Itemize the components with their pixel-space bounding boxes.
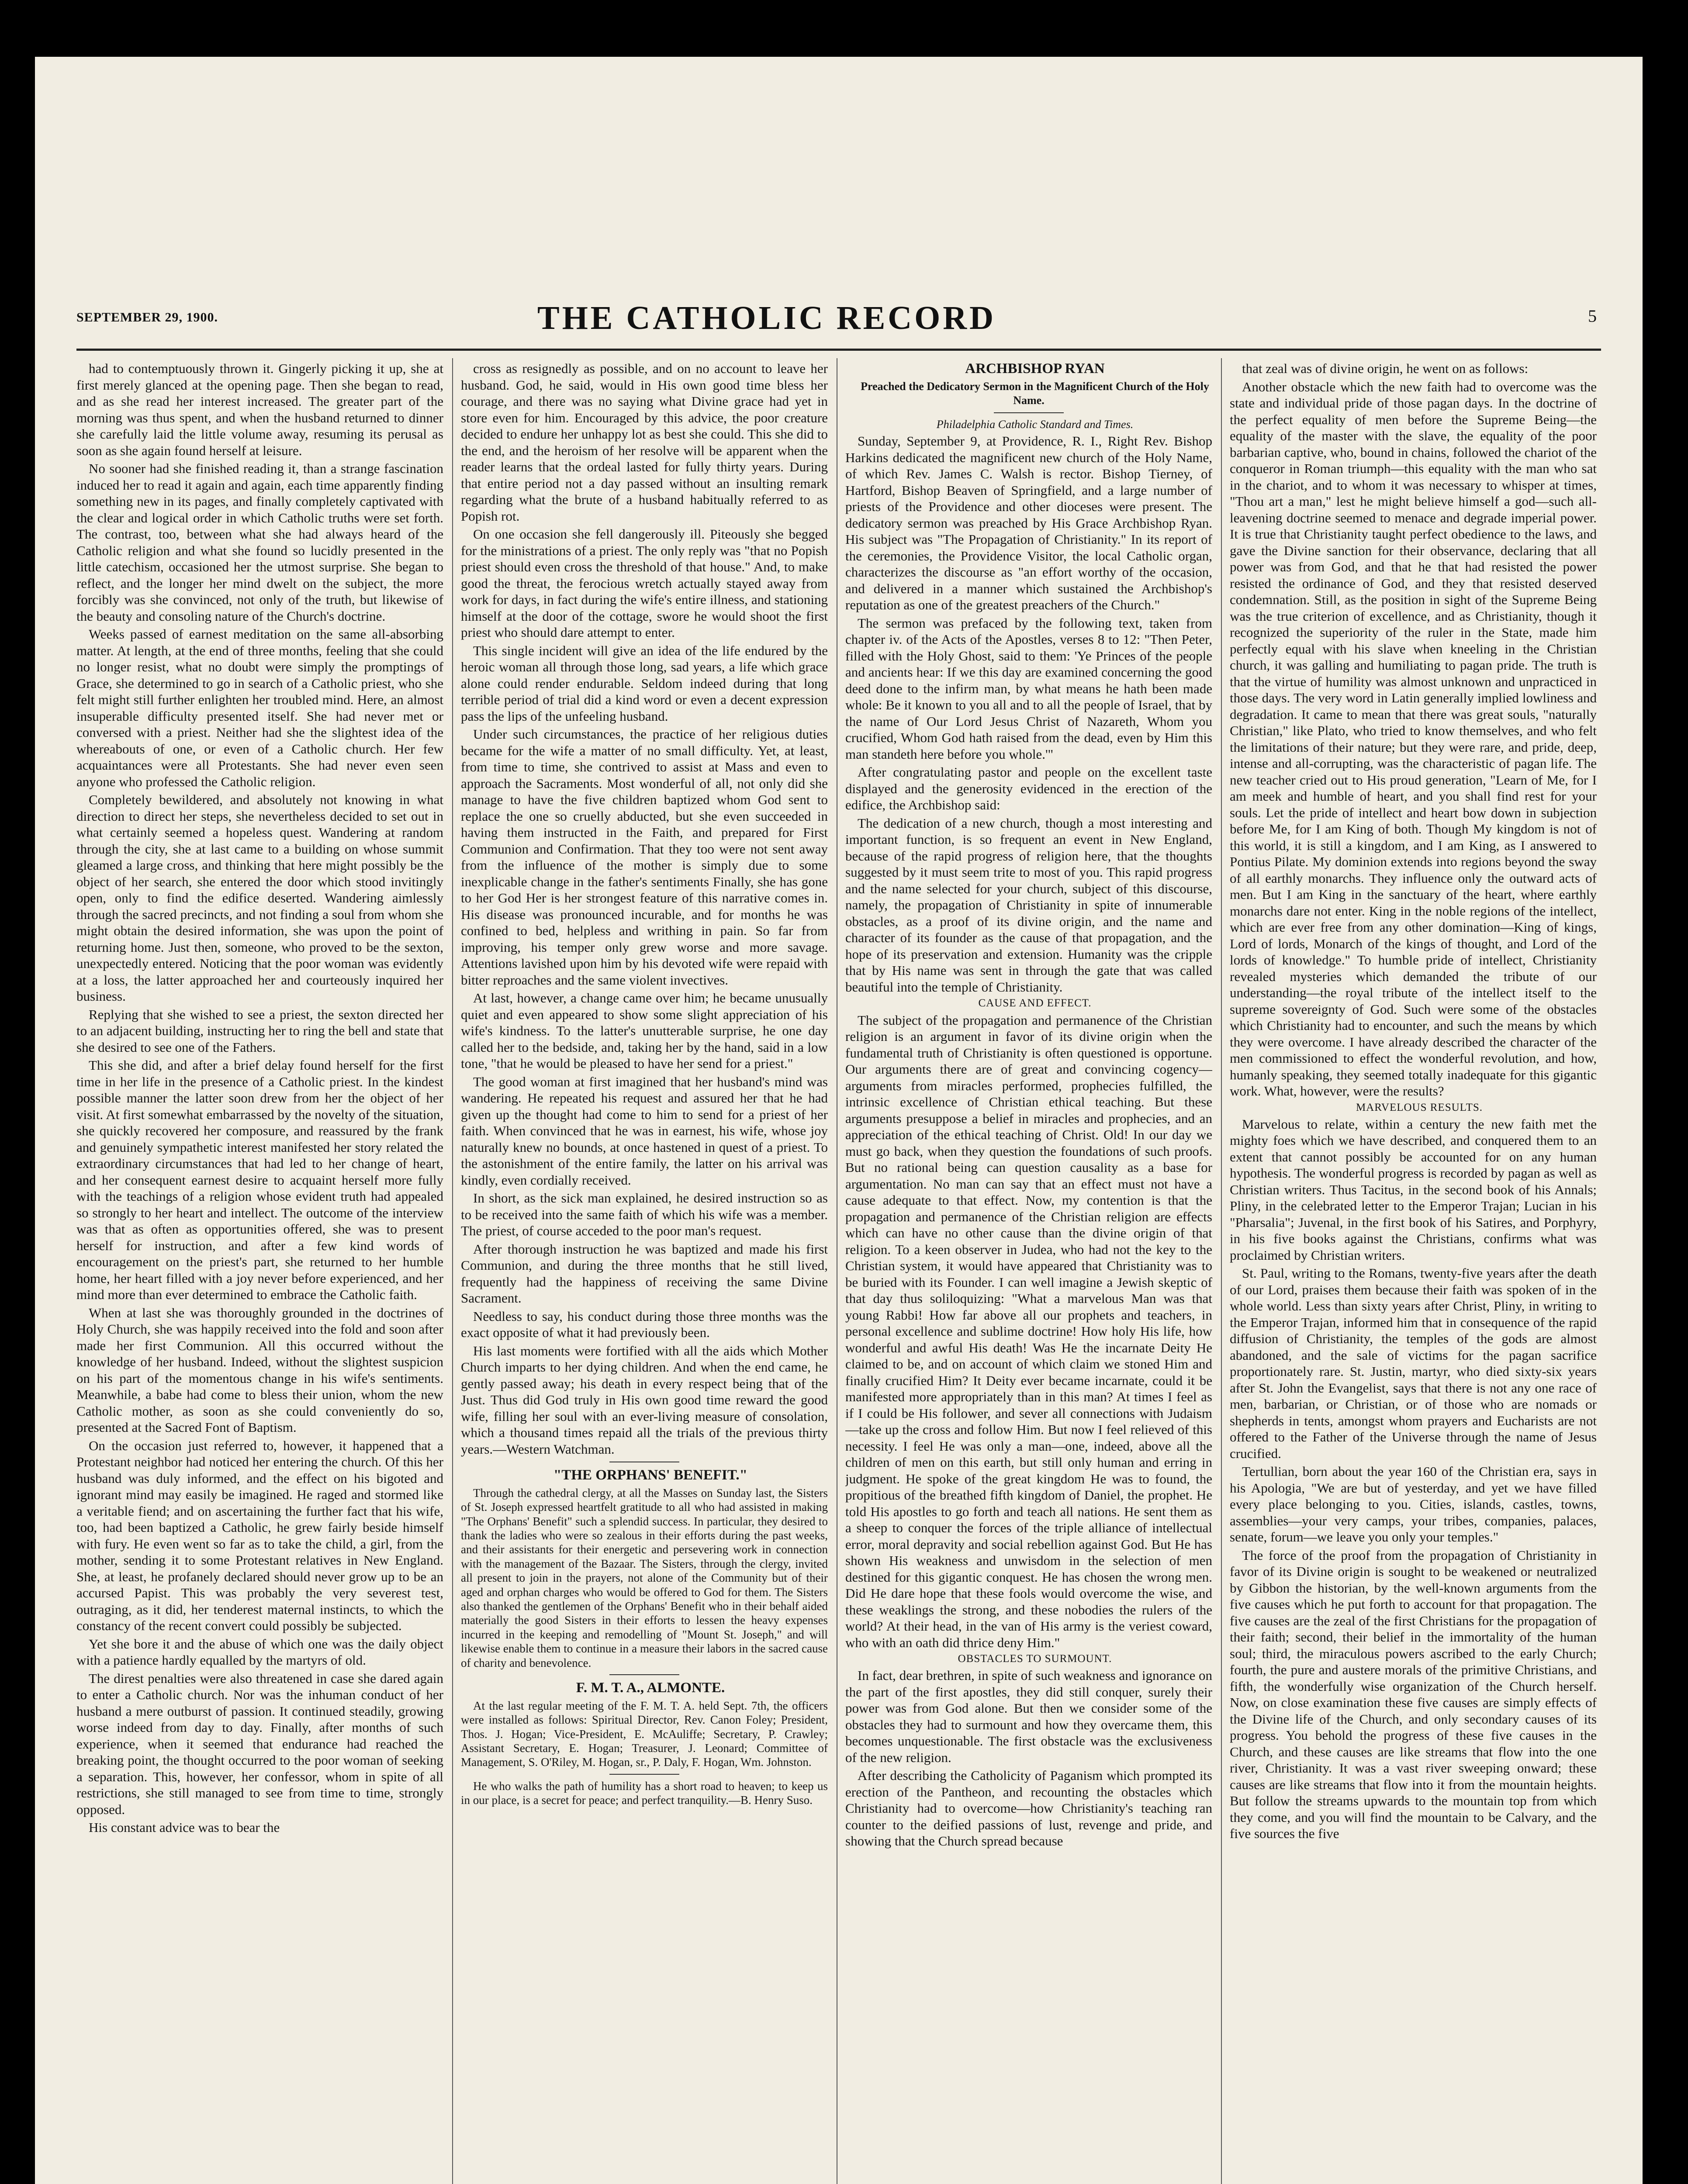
paragraph: After congratulating pastor and people on the excellent taste displayed and the generosity evidenced in the erection of the edifice, the Archbishop said: <box>845 764 1212 813</box>
masthead-rule <box>76 349 1601 351</box>
paragraph: After describing the Catholicity of Paganism which prompted its erection of the Pantheon, and recounting the obstacles which Christianity had to overcome—how Christianity's teaching ran counter to the deified passions of lust, revenge and pride, and showing that the Church spread because <box>845 1768 1212 1849</box>
conversion-story <box>76 360 443 1836</box>
newspaper-title: THE CATHOLIC RECORD <box>537 300 996 336</box>
sermon-body <box>845 1012 1212 1651</box>
closing-quote: He who walks the path of humility has a short road to heaven; to keep us in our place, is a secret for peace; and perfect tranquility.—B. Henry Suso. <box>461 1779 828 1807</box>
paragraph: This single incident will give an idea of the life endured by the heroic woman all through those long, sad years, a life which grace alone could render endurable. Seldom indeed during that long terrible period of trial did a kind word or even a decent expression pass the lips of the unfeeling husband. <box>461 643 828 724</box>
paragraph: that zeal was of divine origin, he went on as follows: <box>1242 361 1529 376</box>
article-separator <box>609 1674 679 1675</box>
paragraph: At last, however, a change came over him; he became unusually quiet and even appeared to show some slight appreciation of his wife's kindness. To the latter's unutterable surprise, he one day called her to the bedside, and, taking her by the hand, said in a low tone, "that he would be pleased to have her send for a priest." <box>461 990 828 1071</box>
column-4 <box>1230 360 1597 2184</box>
column-2 <box>461 360 828 2184</box>
paragraph: Yet she bore it and the abuse of which one was the daily object with a patience hardly equalled by the martyrs of old. <box>76 1636 443 1668</box>
paragraph: The force of the proof from the propagation of Christianity in favor of its Divine origin is sought to be weakened or neutralized by Gibbon the historian, by the well-known arguments from the five causes which he put forth to account for that propagation. The five causes are the zeal of the first Christians for the propagation of their faith; second, their belief in the immortality of the human soul; third, the miraculous powers ascribed to the early Church; fourth, the pure and austere morals of the primitive Christians, and fifth, the wonderfully wise organization of the Church herself. Now, on close examination these five causes are simply effects of the Divine life of the Church, and only secondary causes of its progress. You behold the progress of these five causes in the Church, and these causes are like streams that flow into the one river, Christianity. It was a vast river sweeping onward; these causes are like streams that flow into it from the mountain heights. But follow the streams upwards to the mountain top from which they come, and you will find the mountain to be Calvary, and the five sources the five <box>1230 1547 1597 1842</box>
paragraph: Weeks passed of earnest meditation on the same all-absorbing matter. At length, at the end of three months, feeling that she could no longer resist, what no doubt were simply the promptings of Grace, she determined to go in search of a Catholic priest, who she felt might still further enlighten her troubled mind. Here, an almost insuperable difficulty presented itself. She had never met or conversed with a priest. Neither had she the slightest idea of the whereabouts of one, or even of a Catholic church. Her few acquaintances were all Protestants. She had never even seen anyone who professed the Catholic religion. <box>76 626 443 789</box>
sermon-body <box>1230 1116 1597 1842</box>
paragraph: No sooner had she finished reading it, than a strange fascination induced her to read it again and again, each time apparently finding something new in its pages, and finally completely captivated with the clear and logical order in which Catholic truths were set forth. The contrast, too, between what she had always heard of the Catholic religion and what she found so lucidly presented in the little catechism, occasioned her the utmost surprise. She began to reflect, and the longer her mind dwelt on the subject, the more forcibly was she convinced, not only of the truth, but likewise of the beauty and consoling nature of the Church's doctrine. <box>76 461 443 624</box>
section-heading: MARVELOUS RESULTS. <box>1356 1101 1483 1113</box>
article-source: Philadelphia Catholic Standard and Times. <box>936 418 1134 431</box>
paragraph: Another obstacle which the new faith had to overcome was the state and individual pride of those pagan days. In the doctrine of the perfect equality of men before the Supreme Being—the equality of the master with the slave, the equality of the poor barbarian captive, who, bound in chains, followed the chariot of the conqueror in Roman triumph—this equality with the man who sat in the chariot, and to whom it was necessary to whisper at times, "Thou art a man," lest he might believe himself a god—such all-leavening doctrine seemed to menace and degrade imperial power. It is true that Christianity taught perfect obedience to the laws, and gave the Divine sanction for their observance, declaring that all power was from God, and that he that had resisted the power resisted the ordinance of God, and they that resisted deserved condemnation. Still, as the position in sight of the Supreme Being was the true criterion of excellence, and as Christianity, though it recognized the superiority of the ruler in the State, made him perfectly equal with his slave when kneeling in the Christian church, it was galling and humiliating to pagan pride. The truth is that the virtue of humility was almost unknown and unpracticed in those days. The very word in Latin generally implied lowliness and degradation. It came to mean that there was great souls, "naturally Christian," like Plato, who tried to know themselves, and who felt the limitations of their nature; but they were rare, and pride, deep, intense and all-corrupting, was the characteristic of pagan life. The new teacher cried out to His proud generation, "Learn of Me, for I am meek and humble of heart, and you shall find rest for your souls. Let the pride of intellect and heart bow down in subjection before Me, for I am King of both. Though My kingdom is not of this world, it is still a kingdom, and I am King, as I answered to Pontius Pilate. My dominion extends into regions beyond the sway of all earthly monarchs. They influence only the outward acts of men. But I am King in the sanctuary of the heart, where earthly monarchs dare not enter. King in the noble regions of the intellect, which are ever free from any other domination—King of kings, Lord of lords, Monarch of the kings of thought, and Lord of the lords of knowledge." To humble pride of intellect, Christianity revealed mysteries which demanded the tribute of our understanding—the royal tribute of the intellect itself to the supreme sovereignty of God. Such were some of the obstacles which Christianity had to encounter, and such the means by which they were overcome. I have already described the character of the men commissioned to effect the wonderful revolution, and how, humanly speaking, they seemed totally inadequate for this gigantic work. What, however, were the results? <box>1230 379 1597 1099</box>
orphans-benefit-text: Through the cathedral clergy, at all the Masses on Sunday last, the Sisters of St. Joseph expressed heartfelt gratitude to all who had assisted in making "The Orphans' Benefit" such a splendid success. In particular, they desired to thank the ladies who were so zealous in their efforts during the past weeks, and their assistants for their energetic and persevering work in connection with the management of the Bazaar. The Sisters, through the clergy, invited all present to join in the prayers, not alone of the Community but of their aged and orphan charges who would be offered to God for them. The Sisters also thanked the gentlemen of the Orphans' Benefit who in their behalf aided materially the good Sisters in their efforts to lessen the heavy expenses incurred in the keeping and remodelling of "Mount St. Joseph," and will likewise enable them to continue in a measure their labors in the sacred cause of charity and benevolence. <box>461 1486 828 1669</box>
section-heading: CAUSE AND EFFECT. <box>978 997 1092 1009</box>
paragraph: Tertullian, born about the year 160 of the Christian era, says in his Apologia, "We are but of yesterday, and yet we have filled every place belonging to you. Cities, islands, castles, towns, assemblies—your very camps, your tribes, companies, palaces, senate, forum—we leave you only your temples." <box>1230 1464 1597 1545</box>
page-number: 5 <box>1588 306 1597 326</box>
article-separator <box>994 412 1064 413</box>
paragraph: Sunday, September 9, at Providence, R. I., Right Rev. Bishop Harkins dedicated the magnificent new church of the Holy Name, of which Rev. James C. Walsh is rector. Bishop Tierney, of Hartford, Bishop Beaven of Springfield, and a large number of priests of the Providence and other dioceses were present. The dedicatory sermon was preached by His Grace Archbishop Ryan. His subject was "The Propagation of Christianity." In its report of the ceremonies, the Providence Visitor, the local Catholic organ, characterizes the discourse as "an effort worthy of the occasion, and delivered in a manner which sustained the Archbishop's reputation as one of the greatest preachers of the Church." <box>845 433 1212 613</box>
paragraph: The good woman at first imagined that her husband's mind was wandering. He repeated his request and assured her that he had given up the thought had come to him to send for a priest of her faith. When convinced that he was in earnest, his wife, whose joy naturally knew no bounds, at once hastened in quest of a priest. To the astonishment of the entire family, the latter on his arrival was kindly, even cordially received. <box>461 1074 828 1188</box>
sermon-body <box>845 1667 1212 1849</box>
paragraph: cross as resignedly as possible, and on no account to leave her husband. God, he said, would in His own good time bless her courage, and there was no saying what Divine grace had yet in store even for him. Encouraged by this advice, the poor creature decided to endure her unhappy lot as best she could. This she did to the end, and the heroism of her resolve will be apparent when the reader learns that the ordeal lasted for fully thirty years. During that entire period not a day passed without an insulting remark regarding what the brute of a husband habitually referred to as Popish rot. <box>461 361 828 524</box>
column-1 <box>76 360 443 2184</box>
orphans-benefit-headline: "THE ORPHANS' BENEFIT." <box>553 1467 748 1483</box>
paragraph: The sermon was prefaced by the following text, taken from chapter iv. of the Acts of the Apostles, verses 8 to 12: "Then Peter, filled with the Holy Ghost, said to them: 'Ye Princes of the people and ancients hear: If we this day are examined concerning the good deed done to the infirm man, by what means he hath been made whole: Be it known to you all and to all the people of Israel, that by the name of Our Lord Jesus Christ of Nazareth, Whom you crucified, Whom God hath raised from the dead, even by Him this man standeth here before you whole.'" <box>845 615 1212 762</box>
sermon-continued <box>1230 360 1597 1099</box>
fmta-headline: F. M. T. A., ALMONTE. <box>576 1680 725 1696</box>
paragraph: In fact, dear brethren, in spite of such weakness and ignorance on the part of the first apostles, they did still conquer, surely their power was from God alone. But then we consider some of the obstacles they had to surmount and how they overcame them, this becomes unquestionable. The first obstacle was the exclusiveness of the new religion. <box>845 1668 1212 1765</box>
paragraph: On one occasion she fell dangerously ill. Piteously she begged for the ministrations of a priest. The only reply was "that no Popish priest should even cross the threshold of that house." And, to make good the threat, the ferocious wretch actually stayed away from work for days, in fact during the wife's entire illness, and stationing himself at the door of the cottage, swore he would shoot the first priest who should dare attempt to enter. <box>461 526 828 640</box>
paragraph: The dedication of a new church, though a most interesting and important function, is so frequent an event in New England, because of the rapid progress of religion here, that the thoughts suggested by it must seem trite to most of you. This rapid progress and the name selected for your church, subject of this discourse, namely, the propagation of Christianity in spite of innumerable obstacles, as a proof of its divine origin, and the name and character of its founder as the cause of that propagation, and the hope of its preservation and extension. Humanity was the cripple that by His name was sent in through the gate that was called beautiful into the temple of Christianity. <box>845 815 1212 995</box>
paragraph: Marvelous to relate, within a century the new faith met the mighty foes which we have described, and conquered them to an extent that cannot possibly be accounted for on any human hypothesis. The wonderful progress is recorded by pagan as well as Christian writers. Thus Tacitus, in the second book of his Annals; Pliny, in the celebrated letter to the Emperor Trajan; Lucian in his "Pharsalia"; Juvenal, in the first book of his Satires, and Porphyry, in his five books against the Christians, confirms what was proclaimed by Christian writers. <box>1230 1116 1597 1263</box>
column-3 <box>845 360 1212 2184</box>
sermon-intro <box>845 433 1212 995</box>
column-divider <box>452 358 453 2184</box>
paragraph: After thorough instruction he was baptized and made his first Communion, and during the three months that he still lived, frequently had the happiness of receiving the same Divine Sacrament. <box>461 1241 828 1306</box>
paragraph: On the occasion just referred to, however, it happened that a Protestant neighbor had noticed her entering the church. Of this her husband was duly informed, and the effect on his bigoted and ignorant mind may easily be imagined. He raged and stormed like a veritable fiend; and on ascertaining the further fact that his wife, too, had been baptized a Catholic, he grew fairly beside himself with fury. He even went so far as to take the child, a girl, from the mother, sending it to some Protestant relatives in New England. She, at least, he profanely declared should never grow up to be an accursed Papist. This was probably the very severest test, outraging, as it did, her tenderest maternal instincts, to which the constancy of the recent convert could possibly be subjected. <box>76 1438 443 1633</box>
paragraph: The direst penalties were also threatened in case she dared again to enter a Catholic church. Nor was the inhuman conduct of her husband a mere outburst of passion. It continued steadily, growing worse indeed from day to day. Finally, after months of such experience, when it seemed that endurance had reached the breaking point, the thought occurred to the poor woman of seeking a separation. This, however, her confessor, whom in spite of all restrictions, she still managed to see from time to time, strongly opposed. <box>76 1670 443 1817</box>
column-divider <box>1221 358 1222 2184</box>
section-heading: OBSTACLES TO SURMOUNT. <box>958 1653 1112 1665</box>
fmta-text: At the last regular meeting of the F. M. T. A. held Sept. 7th, the officers were installed as follows: Spiritual Director, Rev. Canon Foley; President, Thos. J. Hogan; Vice-President, E. McAuliffe; Secretary, P. Crawley; Assistant Secretary, E. Hogan; Treasurer, J. Leonard; Committee of Management, S. O'Riley, M. Hogan, sr., P. Daly, F. Hogan, Wm. Johnston. <box>461 1699 828 1769</box>
newspaper-sheet <box>35 57 1643 2184</box>
paragraph: Needless to say, his conduct during those three months was the exact opposite of what it had previously been. <box>461 1308 828 1340</box>
paragraph: His constant advice was to bear the <box>89 1820 280 1835</box>
archbishop-headline: ARCHBISHOP RYAN <box>965 361 1105 377</box>
paragraph: The subject of the propagation and permanence of the Christian religion is an argument in favor of its divine origin when the fundamental truth of Christianity is often questioned is opportune. Our arguments there are of great and convincing cogency—arguments from miracles performed, prophecies fulfilled, the intrinsic excellence of Christian ethical teaching. But these arguments presuppose a belief in miracles and prophecies, and an appreciation of the ethical teaching of Christ. Old! In our day we must go back, when they question the foundations of such proofs. But no rational being can question causality as a base for argumentation. No man can say that an effect must not have a cause adequate to that effect. Now, my contention is that the propagation and permanence of the Christian religion are effects which can have no other cause than the divine origin of that religion. To a keen observer in Judea, who had not the key to the Christian system, it would have appeared that Christianity was to be buried with its Founder. I can well imagine a Jewish skeptic of that day thus soliloquizing: "What a marvelous Man was that young Rabbi! How far above all our prophets and teachers, in personal excellence and sublime doctrine! How holy His life, how wonderful and awful His death! Was He the incarnate Deity He claimed to be, and on account of which claim we stoned Him and finally crucified Him? It Deity ever became incarnate, could it be manifested more appropriately than in this man? At times I feel as if I could be His follower, and sever all connections with Judaism—take up the cross and follow Him. But now I feel relieved of this necessity. I feel He was only a man—one, indeed, above all the children of men on this earth, but still only human and erring in judgment. He spoke of the great kingdom He was to found, the propitious of the breathed fifth kingdom of Daniel, the prophet. He told His apostles to go forth and teach all nations. He sent them as a sheep to conquer the forces of the triple alliance of intellectual error, moral depravity and social rebellion against God. But He has shown His weakness and unwisdom in the selection of men destined for this gigantic conquest. He has chosen the wrong men. Did He dare hope that these fools would overcome the wise, and these weaklings the strong, and these nobodies the rulers of the world? At their head, in the van of His army is the veriest coward, who with an oath did thrice deny Him." <box>845 1012 1212 1650</box>
conversion-story-cont <box>461 360 828 1457</box>
paragraph: His last moments were fortified with all the aids which Mother Church imparts to her dying children. And when the end came, he gently passed away; his death in every respect being that of the Just. Thus did God truly in His own good time reward the good wife, filling her soul with an ever-living measure of consolation, which a thousand times repaid all the trials of the previous thirty years.—Western Watchman. <box>461 1343 828 1457</box>
paragraph: In short, as the sick man explained, he desired instruction so as to be received into the same faith of which his wife was a member. The priest, of course acceded to the poor man's request. <box>461 1190 828 1238</box>
issue-date: SEPTEMBER 29, 1900. <box>76 310 218 325</box>
paragraph: Completely bewildered, and absolutely not knowing in what direction to direct her steps, she nevertheless decided to set out in what certainly seemed a hopeless quest. Wandering at random through the city, she at last came to a building on whose summit gleamed a large cross, and thinking that here might possibly be the object of her search, she entered the door which stood invitingly open, only to find the edifice deserted. Wandering aimlessly through the sacred precincts, and not finding a soul from whom she might obtain the desired information, she was upon the point of returning home. Just then, someone, who proved to be the sexton, unexpectedly entered. Noticing that the poor woman was evidently at a loss, the latter approached her and courteously inquired her business. <box>76 792 443 1004</box>
paragraph: had to contemptuously thrown it. Gingerly picking it up, she at first merely glanced at the opening page. Then she began to read, and as she read her interest increased. The greater part of the morning was thus spent, and when the husband returned to dinner she carefully laid the little volume away, resuming its perusal as soon as she again found herself at leisure. <box>76 361 443 458</box>
paragraph: St. Paul, writing to the Romans, twenty-five years after the death of our Lord, praises them because their faith was spoken of in the whole world. Less than sixty years after Christ, Pliny, in writing to the Emperor Trajan, informed him that in consequence of the rapid diffusion of Christianity, the temples of the gods are almost abandoned, and the sale of victims for the pagan sacrifice proportionately rare. St. Justin, martyr, who died sixty-six years after St. John the Evangelist, says that there is not any one race of men, barbarian, or Christian, or of those who are nomads or shepherds in tents, amongst whom prayers and Eucharists are not offered to the Father of the Universe through the name of Jesus crucified. <box>1230 1265 1597 1461</box>
archbishop-subhead: Preached the Dedicatory Sermon in the Magnificent Church of the Holy Name. <box>861 380 1209 407</box>
paragraph: When at last she was thoroughly grounded in the doctrines of Holy Church, she was happily received into the fold and soon after made her first Communion. All this occurred without the knowledge of her husband. Indeed, without the slightest suspicion on his part of the momentous change in his wife's sentiments. Meanwhile, a babe had come to bless their union, whom the new Catholic mother, as soon as she could conveniently do so, presented at the Sacred Font of Baptism. <box>76 1305 443 1435</box>
paragraph: This she did, and after a brief delay found herself for the first time in her life in the presence of a Catholic priest. In the kindest possible manner the latter soon drew from her the object of her visit. At first somewhat embarrassed by the novelty of the situation, she quickly recovered her composure, and reassured by the frank and genuinely sympathetic interest manifested her story related the extraordinary circumstances that had led to her change of heart, and her consequent earnest desire to acquaint herself more fully with the teachings of a religion whose evident truth had appealed so strongly to her heart and intellect. The outcome of the interview was that as often as opportunities offered, she was to present herself for instruction, and after a few kind words of encouragement on the priest's part, she returned to her humble home, her heart filled with a joy never before experienced, and her mind more than ever determined to embrace the Catholic faith. <box>76 1057 443 1302</box>
article-separator <box>609 1774 679 1775</box>
paragraph: Replying that she wished to see a priest, the sexton directed her to an adjacent building, instructing her to ring the bell and state that she desired to see one of the Fathers. <box>76 1006 443 1055</box>
paragraph: Under such circumstances, the practice of her religious duties became for the wife a matter of no small difficulty. Yet, at least, from time to time, she contrived to assist at Mass and even to approach the Sacraments. Most wonderful of all, not only did she manage to have the five children baptized whom God sent to replace the one so cruelly abducted, but she even succeeded in having them instructed in the Faith, and prepared for First Communion and Confirmation. That they too were not sent away from the influence of the mother is simply due to some inexplicable change in the father's sentiments Finally, she has gone to her God Her is her strongest feature of this narrative comes in. His disease was pronounced incurable, and for months he was confined to bed, helpless and writhing in pain. So far from improving, his temper only grew worse and more savage. Attentions lavished upon him by his devoted wife were repaid with bitter reproaches and the same violent invectives. <box>461 726 828 988</box>
